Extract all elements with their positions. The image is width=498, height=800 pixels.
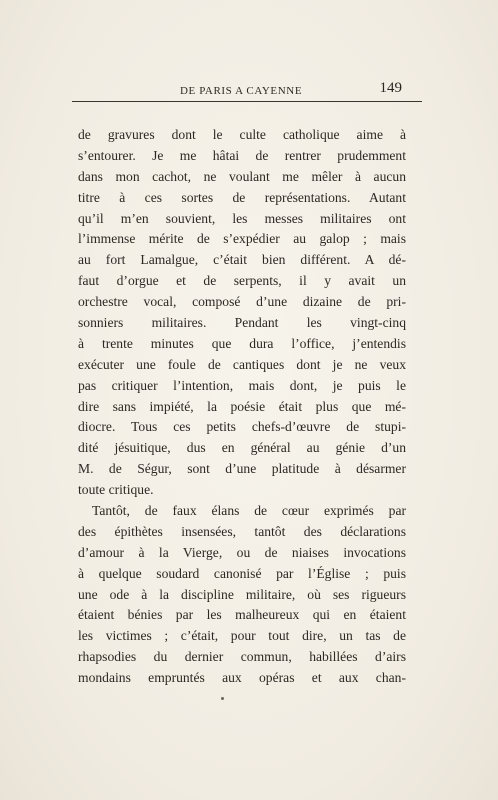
text-line: mondains empruntés aux opéras et aux chan- xyxy=(78,670,406,686)
text-line: diocre. Tous ces petits chefs-d’œuvre de stupi- xyxy=(78,419,406,435)
text-line: dité jésuitique, dus en général au génie d’un xyxy=(78,440,406,456)
text-line: sonniers militaires. Pendant les vingt-cinq xyxy=(78,315,406,331)
text-line: étaient bénies par les malheureux qui en étaient xyxy=(78,607,406,623)
text-line: au fort Lamalgue, c’était bien différent. A dé- xyxy=(78,252,406,268)
text-line: pas critiquer l’intention, mais dont, je puis le xyxy=(78,377,406,393)
text-line: de gravures dont le culte catholique aime à xyxy=(78,127,406,142)
text-line-paragraph-end: toute critique. xyxy=(78,482,154,498)
text-line: orchestre vocal, composé d’une dizaine de pri- xyxy=(78,294,406,310)
text-line: titre à ces sortes de représentations. Autant xyxy=(78,189,406,205)
text-line: les victimes ; c’était, pour tout dire, un tas de xyxy=(78,628,406,644)
text-line: M. de Ségur, sont d’une platitude à désarmer xyxy=(78,461,406,477)
text-line: dire sans impiété, la poésie était plus que mé- xyxy=(78,398,406,414)
ink-speck xyxy=(221,697,224,700)
page-number: 149 xyxy=(379,80,402,96)
page-header xyxy=(72,79,422,102)
text-line: d’amour à la Vierge, ou de niaises invocations xyxy=(78,544,406,560)
text-line: l’immense mérite de s’expédier au galop ; mais xyxy=(78,231,406,247)
text-line: s’entourer. Je me hâtai de rentrer prudemment xyxy=(78,147,406,163)
text-line: exécuter une foule de cantiques dont je ne veux xyxy=(78,356,406,372)
text-line: à quelque soudard canonisé par l’Église ; puis xyxy=(78,565,406,581)
text-line: faut d’orgue et de serpents, il y avait un xyxy=(78,273,406,289)
text-line: une ode à la discipline militaire, où ses rigueurs xyxy=(78,586,406,602)
text-line-paragraph-start: Tantôt, de faux élans de cœur exprimés par xyxy=(92,503,406,519)
running-title: DE PARIS A CAYENNE xyxy=(180,85,303,97)
text-line: des épithètes insensées, tantôt des déclarations xyxy=(78,523,406,539)
text-line: dans mon cachot, ne voulant me mêler à aucun xyxy=(78,168,406,184)
text-line: à trente minutes que dura l’office, j’entendis xyxy=(78,335,406,351)
text-line: rhapsodies du dernier commun, habillées d’airs xyxy=(78,649,406,665)
body-text xyxy=(78,125,406,689)
text-line: qu’il m’en souvient, les messes militaires ont xyxy=(78,210,406,226)
